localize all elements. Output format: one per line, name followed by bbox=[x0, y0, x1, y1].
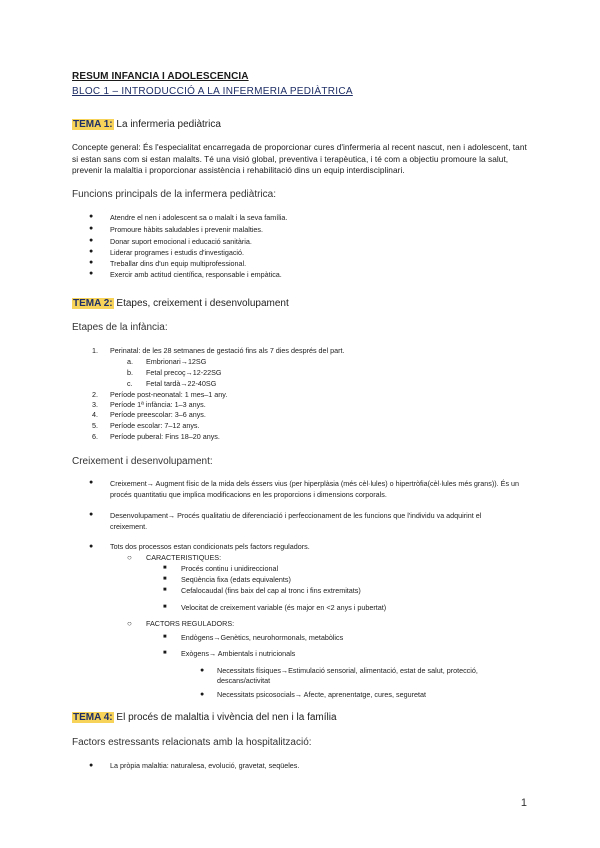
list-item: Velocitat de creixement variable (és major en <2 anys i pubertat) bbox=[181, 603, 387, 612]
square-bullet-icon: ■ bbox=[163, 576, 167, 582]
tema-label: TEMA 1: bbox=[73, 119, 113, 130]
circle-bullet-icon: ○ bbox=[127, 553, 132, 562]
list-letter: a. bbox=[127, 357, 133, 366]
list-item: La pròpia malaltia: naturalesa, evolució, gravetat, seqüeles. bbox=[110, 761, 300, 770]
etapes-heading: Etapes de la infància: bbox=[72, 322, 168, 333]
list-item: Cefalocaudal (fins baix del cap al tronc i fins extremitats) bbox=[181, 586, 361, 595]
list-item: Període preescolar: 3–6 anys. bbox=[110, 410, 206, 419]
tema-title: La infermeria pediàtrica bbox=[113, 119, 221, 130]
list-item: Període puberal: Fins 18–20 anys. bbox=[110, 432, 220, 441]
list-item: Perinatal: de les 28 setmanes de gestació fins als 7 dies després del part. bbox=[110, 346, 345, 355]
list-item: Període 1ª infància: 1–3 anys. bbox=[110, 400, 206, 409]
list-item: Fetal tardà→22-40SG bbox=[146, 379, 217, 388]
square-bullet-icon: ■ bbox=[163, 634, 167, 640]
sublist-label: CARACTERISTIQUES: bbox=[146, 553, 222, 562]
list-item: Creixement→ Augment físic de la mida dels éssers vius (per hiperplàsia (més cèl·lules) o hipertròfia(cèl·lules més grans)). És un procés quantitatiu que implica modificacions en les proporcions i dimensions corporals. bbox=[110, 479, 520, 499]
list-item: Fetal precoç→12-22SG bbox=[146, 368, 222, 377]
bullet-icon: ● bbox=[200, 667, 205, 674]
list-item: Procés continu i unidireccional bbox=[181, 564, 279, 573]
bullet-icon: ● bbox=[89, 479, 94, 486]
section-heading-tema2 bbox=[72, 298, 289, 309]
tema-title: El procés de malaltia i vivència del nen i la família bbox=[113, 712, 337, 723]
list-item: Atendre el nen i adolescent sa o malalt i la seva família. bbox=[110, 213, 288, 222]
bullet-icon: ● bbox=[89, 762, 94, 769]
list-item: Endògens→Genètics, neurohormonals, metabòlics bbox=[181, 633, 344, 642]
list-item: Embrionari→12SG bbox=[146, 357, 207, 366]
list-item: Tots dos processos estan condicionats pels factors reguladors. bbox=[110, 542, 310, 551]
list-item: Seqüència fixa (edats equivalents) bbox=[181, 575, 291, 584]
bullet-icon: ● bbox=[89, 511, 94, 518]
bullet-icon: ● bbox=[89, 270, 94, 277]
bullet-icon: ● bbox=[89, 237, 94, 244]
tema-label: TEMA 2: bbox=[73, 298, 113, 309]
list-number: 1. bbox=[92, 346, 98, 355]
sublist-label: FACTORS REGULADORS: bbox=[146, 619, 235, 628]
list-number: 6. bbox=[92, 432, 98, 441]
tema-title: Etapes, creixement i desenvolupament bbox=[113, 298, 289, 309]
list-letter: b. bbox=[127, 368, 133, 377]
list-item: Necessitats físiques→Estimulació sensorial, alimentació, estat de salut, protecció, descans/activitat bbox=[217, 666, 478, 685]
list-item: Desenvolupament→ Procés qualitatiu de diferenciació i perfeccionament de les funcions que l'individu va adquirint el creixement. bbox=[110, 511, 482, 531]
bullet-icon: ● bbox=[200, 691, 205, 698]
page-number: 1 bbox=[520, 797, 527, 809]
tema-label: TEMA 4: bbox=[73, 712, 113, 723]
funcions-heading: Funcions principals de la infermera pediàtrica: bbox=[72, 189, 276, 200]
list-item: Exercir amb actitud científica, responsable i empàtica. bbox=[110, 270, 282, 279]
list-number: 3. bbox=[92, 400, 98, 409]
list-item: Període post-neonatal: 1 mes–1 any. bbox=[110, 390, 228, 399]
section-heading-tema4 bbox=[72, 712, 337, 723]
list-item: Exògens→ Ambientals i nutricionals bbox=[181, 649, 296, 658]
document-title: RESUM INFANCIA I ADOLESCENCIA bbox=[72, 71, 249, 82]
bullet-icon: ● bbox=[89, 259, 94, 266]
factors-estressants-heading: Factors estressants relacionats amb la hospitalització: bbox=[72, 737, 312, 748]
creixement-heading: Creixement i desenvolupament: bbox=[72, 456, 213, 467]
list-item: Necessitats psicosocials→ Afecte, aprenentatge, cures, seguretat bbox=[217, 690, 426, 699]
bullet-icon: ● bbox=[89, 213, 94, 220]
list-letter: c. bbox=[127, 379, 133, 388]
list-item: Liderar programes i estudis d'investigació. bbox=[110, 248, 245, 257]
square-bullet-icon: ■ bbox=[163, 565, 167, 571]
list-number: 4. bbox=[92, 410, 98, 419]
list-number: 2. bbox=[92, 390, 98, 399]
document-subtitle: BLOC 1 – INTRODUCCIÓ A LA INFERMERIA PEDIÀTRICA bbox=[72, 86, 353, 97]
list-item: Període escolar: 7–12 anys. bbox=[110, 421, 200, 430]
square-bullet-icon: ■ bbox=[163, 604, 167, 610]
circle-bullet-icon: ○ bbox=[127, 619, 132, 628]
concepte-general-paragraph: Concepte general: És l'especialitat encarregada de proporcionar cures d'infermeria al recent nascut, nen i adolescent, tant si estan sans com si estan malalts. Té una visió global, preventiva i terapèutica, i té com a objectiu promoure la salut, prevenir la malaltia i proporcionar assistència i rehabilitació dins un equip interdisciplinari. bbox=[72, 142, 527, 175]
bullet-icon: ● bbox=[89, 225, 94, 232]
square-bullet-icon: ■ bbox=[163, 650, 167, 656]
bullet-icon: ● bbox=[89, 543, 94, 550]
list-item: Treballar dins d'un equip multiprofessional. bbox=[110, 259, 247, 268]
list-item: Promoure hàbits saludables i prevenir malalties. bbox=[110, 225, 264, 234]
list-number: 5. bbox=[92, 421, 98, 430]
bullet-icon: ● bbox=[89, 248, 94, 255]
section-heading-tema1 bbox=[72, 119, 221, 130]
square-bullet-icon: ■ bbox=[163, 587, 167, 593]
list-item: Donar suport emocional i educació sanitària. bbox=[110, 237, 252, 246]
